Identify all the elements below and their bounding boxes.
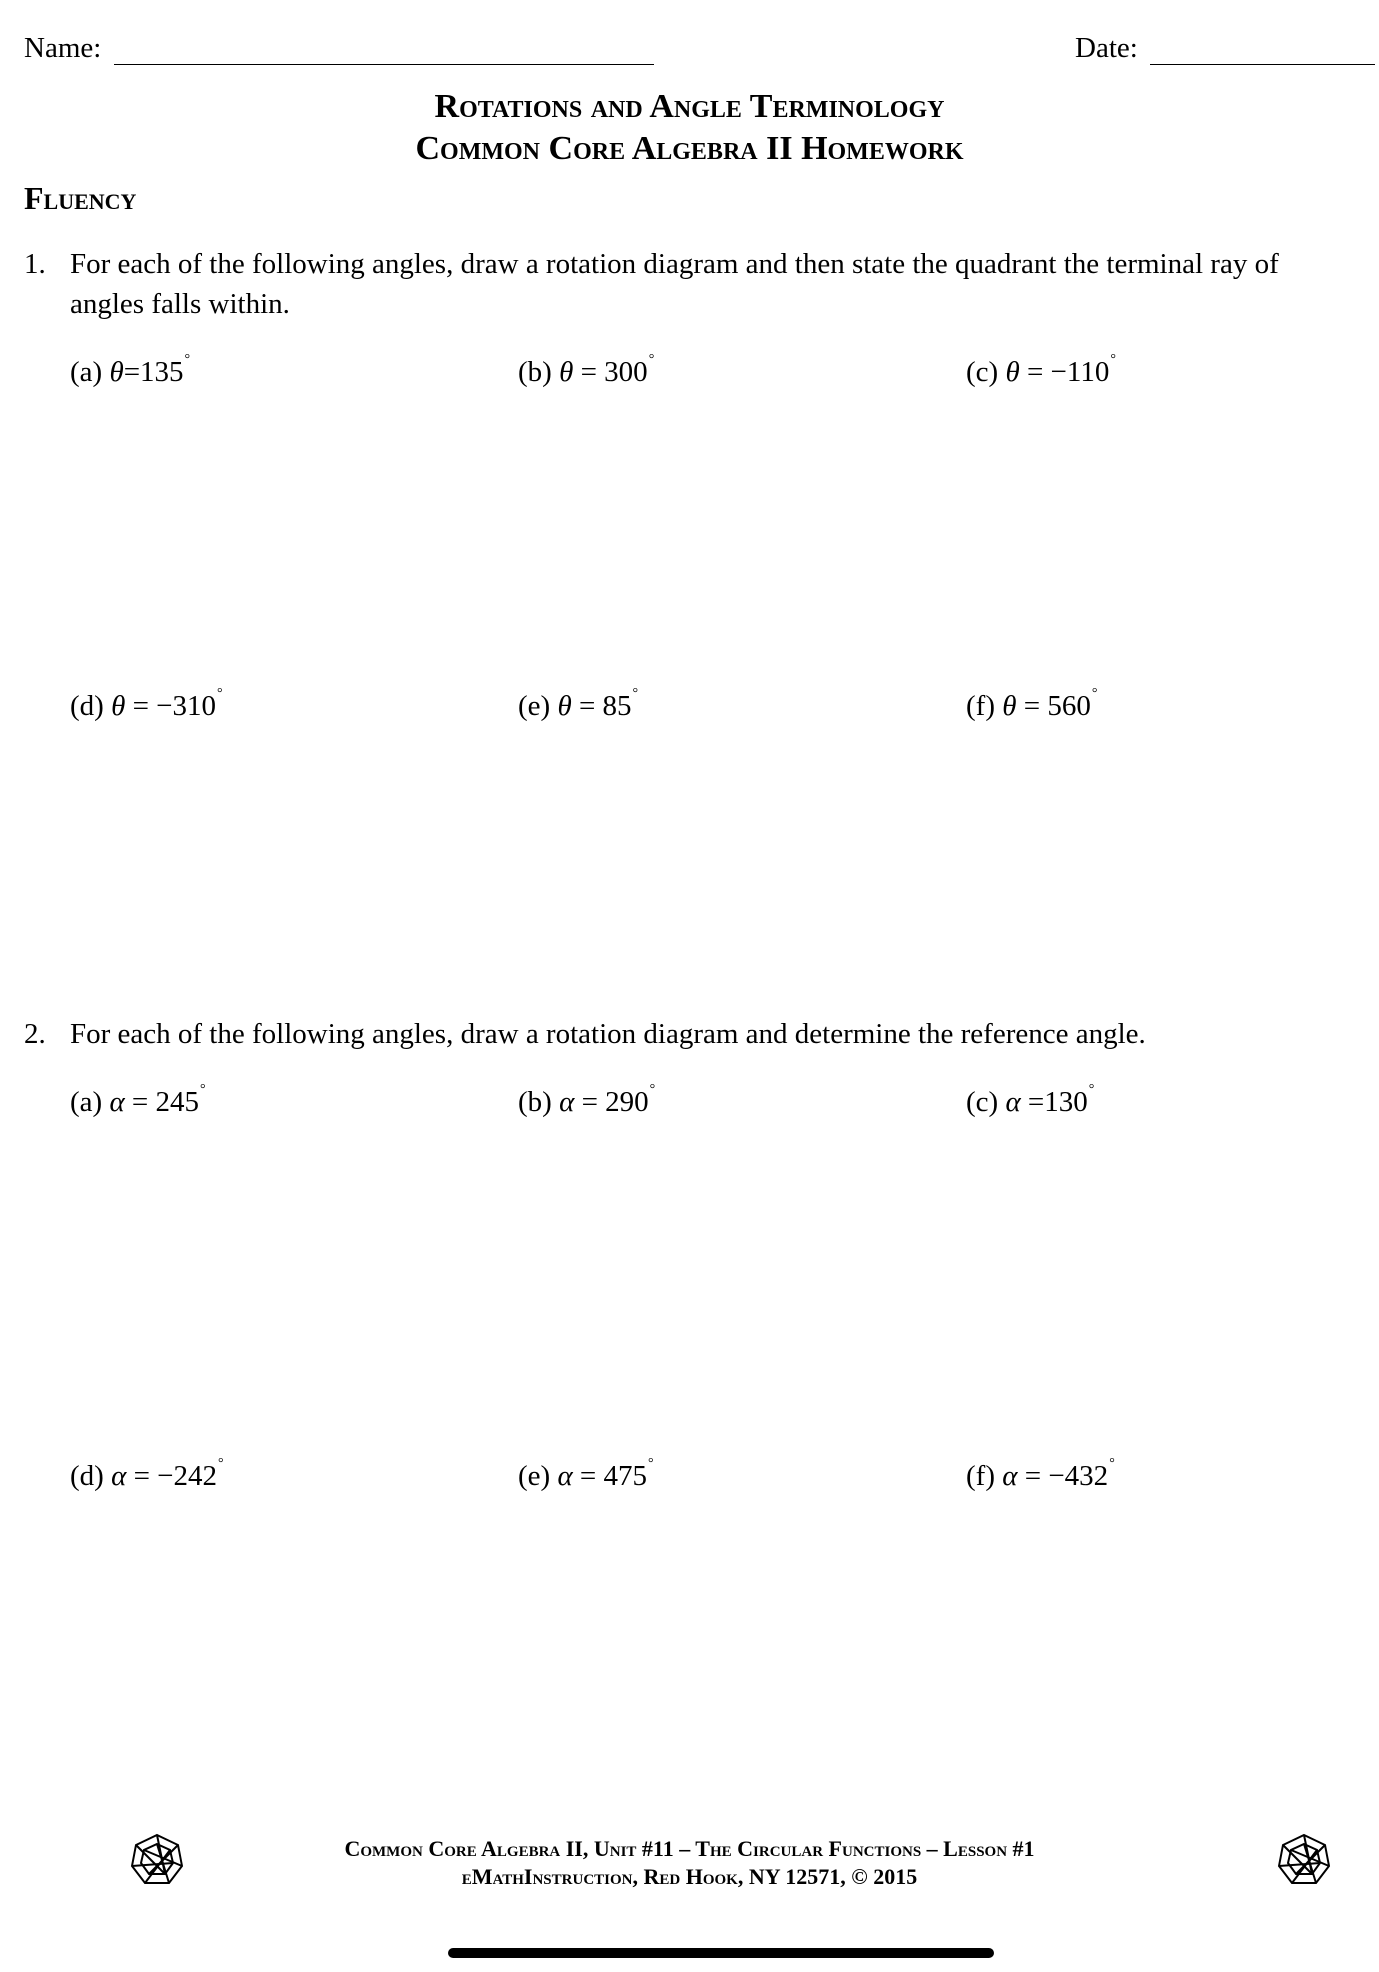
problem-1-item: (d) θ = −310° [70, 686, 223, 722]
page-subtitle: Common Core Algebra II Homework [415, 130, 964, 167]
problem-1-text-line2: angles falls within. [70, 288, 290, 320]
problem-2-number: 2. [24, 1018, 46, 1050]
problem-2-item: (c) α =130° [966, 1082, 1095, 1118]
emath-logo-icon [1276, 1832, 1332, 1888]
name-field[interactable] [114, 64, 654, 65]
problem-1-item: (e) θ = 85° [518, 686, 639, 722]
problem-2-item: (a) α = 245° [70, 1082, 206, 1118]
problem-2-item: (d) α = −242° [70, 1456, 224, 1492]
problem-1-item: (f) θ = 560° [966, 686, 1098, 722]
problem-1-item: (a) θ=135° [70, 352, 191, 388]
footer-line1: Common Core Algebra II, Unit #11 – The Circular Functions – Lesson #1 [344, 1836, 1035, 1861]
problem-1-item: (c) θ = −110° [966, 352, 1116, 388]
problem-2-item: (b) α = 290° [518, 1082, 656, 1118]
date-field[interactable] [1150, 64, 1375, 65]
problem-1-number: 1. [24, 248, 46, 280]
footer-line2: eMathInstruction, Red Hook, NY 12571, © 2015 [461, 1864, 918, 1889]
problem-2-item: (f) α = −432° [966, 1456, 1115, 1492]
problem-2-text: For each of the following angles, draw a rotation diagram and determine the reference angle. [70, 1018, 1146, 1050]
name-label: Name: [24, 32, 102, 64]
section-heading: Fluency [24, 180, 137, 216]
date-label: Date: [1075, 32, 1138, 64]
problem-1-text-line1: For each of the following angles, draw a rotation diagram and then state the quadrant the terminal ray of [70, 248, 1279, 280]
problem-1-item: (b) θ = 300° [518, 352, 655, 388]
page-title: Rotations and Angle Terminology [434, 88, 945, 125]
home-indicator[interactable] [448, 1948, 994, 1958]
problem-2-item: (e) α = 475° [518, 1456, 654, 1492]
